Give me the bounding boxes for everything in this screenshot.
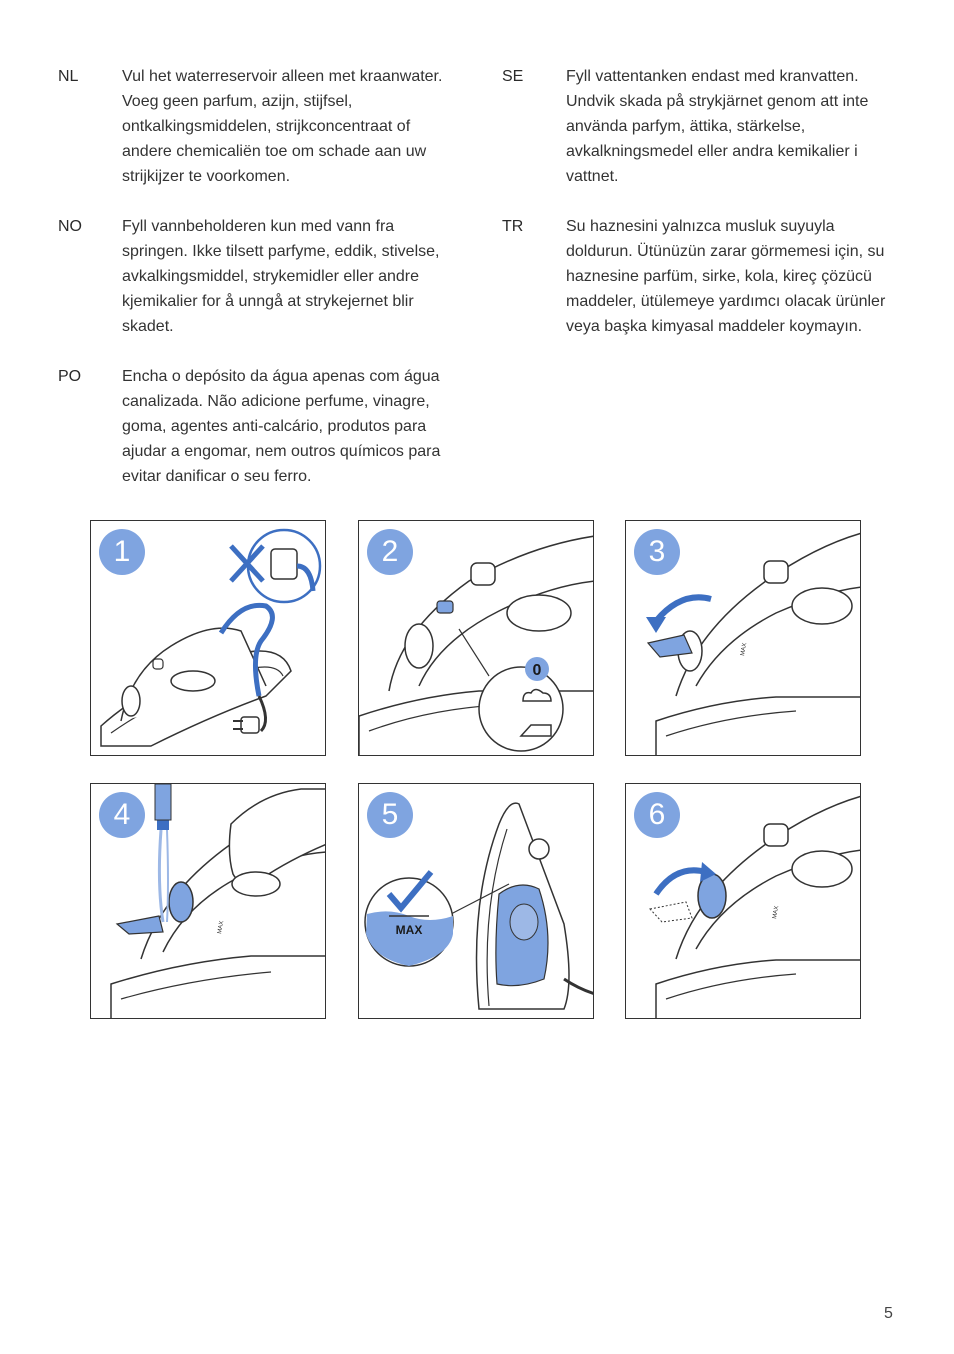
language-code: SE bbox=[502, 68, 524, 85]
step-6-panel bbox=[625, 783, 861, 1019]
iron-max-mark: MAX bbox=[772, 905, 781, 920]
instruction-text: Fyll vannbeholderen kun med vann fra springen. Ikke tilsett parfyme, eddik, stivelse, avkalkingsmiddel, strykemidler eller andre kjemikalier for å unngå at strykejernet blir skadet. bbox=[122, 218, 440, 335]
step-number-badge: 3 bbox=[634, 529, 680, 575]
step-5-panel bbox=[358, 783, 594, 1019]
instruction-po bbox=[58, 364, 458, 489]
step-number-badge: 1 bbox=[99, 529, 145, 575]
instruction-text: Fyll vattentanken endast med kranvatten. Undvik skada på strykjärnet genom att inte använda parfym, ättika, stärkelse, avkalkningsmedel eller andra kemikalier i vattnet. bbox=[566, 68, 869, 185]
step-number-badge: 4 bbox=[99, 792, 145, 838]
step-2-panel bbox=[358, 520, 594, 756]
language-code: NO bbox=[58, 218, 82, 235]
dial-zero-label: 0 bbox=[532, 662, 542, 679]
language-code: TR bbox=[502, 218, 524, 235]
step-number-badge: 6 bbox=[634, 792, 680, 838]
language-code: PO bbox=[58, 368, 82, 385]
step-number-badge: 2 bbox=[367, 529, 413, 575]
max-label: MAX bbox=[395, 923, 423, 937]
instructions-right-column bbox=[502, 64, 902, 364]
instruction-tr bbox=[502, 214, 902, 339]
instruction-text: Su haznesini yalnızca musluk suyuyla doldurun. Ütünüzün zarar görmemesi için, su haznesine parfüm, sirke, kola, kireç çözücü maddeler, ütülemeye yardımcı olacak ürünler veya başka kimyasal maddeler koymayın. bbox=[566, 218, 886, 335]
instruction-se bbox=[502, 64, 902, 189]
instruction-nl bbox=[58, 64, 458, 189]
step-4-panel bbox=[90, 783, 326, 1019]
instruction-text: Encha o depósito da água apenas com água canalizada. Não adicione perfume, vinagre, goma, agentes anti-calcário, produtos para ajudar a engomar, nem outros químicos para evitar danificar o seu ferro. bbox=[122, 368, 441, 485]
step-number-badge: 5 bbox=[367, 792, 413, 838]
step-1-panel bbox=[90, 520, 326, 756]
instructions-left-column bbox=[58, 64, 458, 514]
instruction-no bbox=[58, 214, 458, 339]
language-code: NL bbox=[58, 68, 79, 85]
iron-max-mark: MAX bbox=[740, 642, 749, 657]
page-number: 5 bbox=[884, 1305, 893, 1322]
iron-max-mark: MAX bbox=[217, 920, 226, 935]
instruction-text: Vul het waterreservoir alleen met kraanwater. Voeg geen parfum, azijn, stijfsel, ontkalkingsmiddelen, strijkconcentraat of andere chemicaliën toe om schade aan uw strijkijzer te voorkomen. bbox=[122, 68, 443, 185]
step-3-panel bbox=[625, 520, 861, 756]
